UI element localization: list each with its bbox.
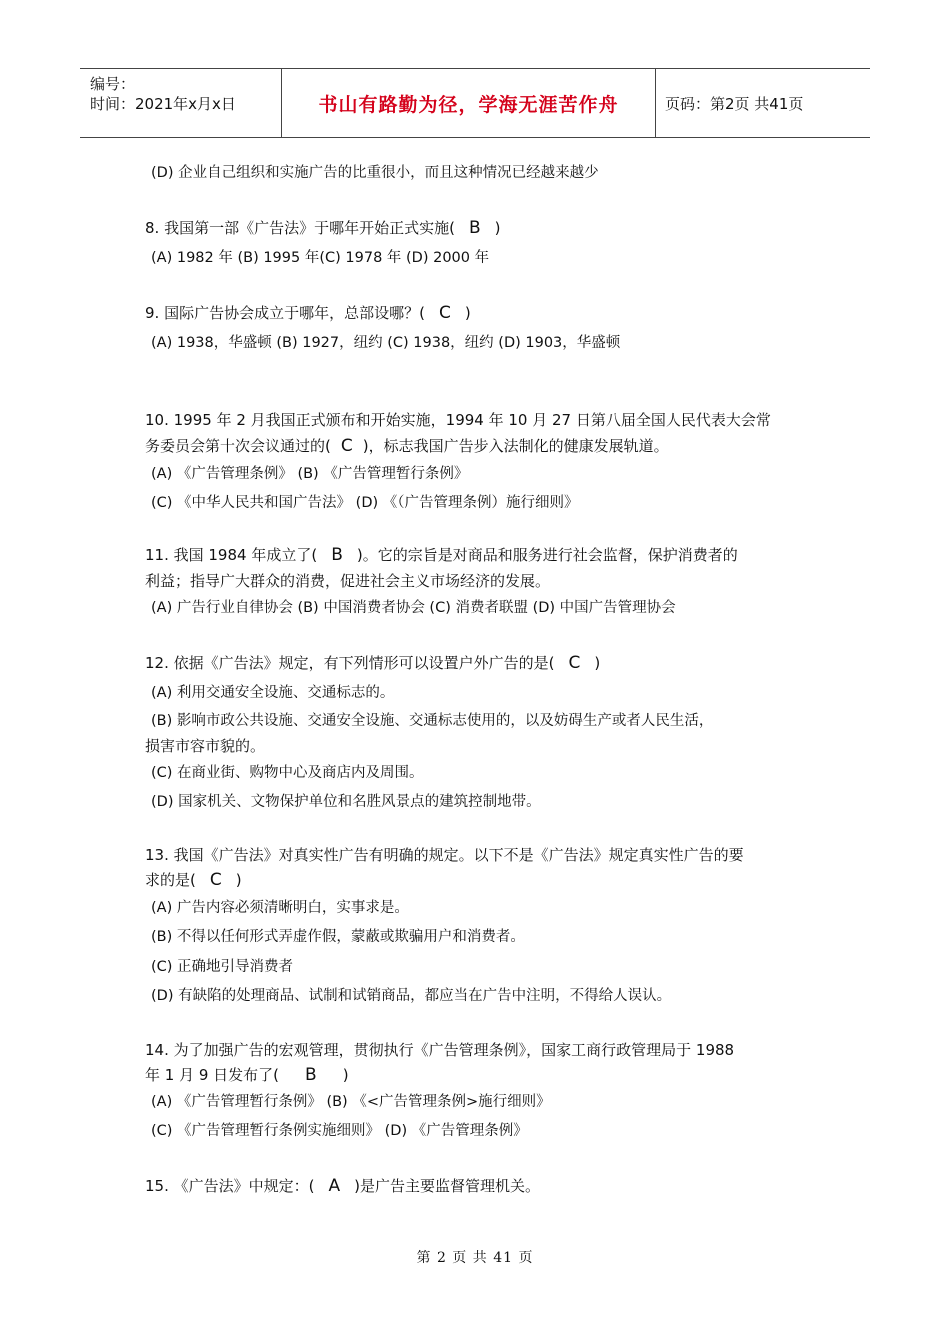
question-11-line-2: 利益；指导广大群众的消费，促进社会主义市场经济的发展。 <box>145 572 551 590</box>
question-10-options-1: (A) 《广告管理条例》 (B) 《广告管理暂行条例》 <box>151 466 469 482</box>
answer-mark: B <box>331 545 343 565</box>
question-13-option-b: (B) 不得以任何形式弄虚作假，蒙蔽或欺骗用户和消费者。 <box>151 929 525 945</box>
page-header <box>80 68 870 138</box>
answer-mark: A <box>328 1176 341 1196</box>
question-text-end: ) <box>235 871 242 889</box>
question-8-options: (A) 1982 年 (B) 1995 年(C) 1978 年 (D) 2000 年 <box>151 250 490 266</box>
header-motto-cell <box>281 69 656 137</box>
question-15 <box>145 1176 540 1196</box>
answer-mark: C <box>438 303 451 323</box>
question-text: 12. 依据《广告法》规定，有下列情形可以设置户外广告的是( <box>145 654 555 672</box>
answer-mark: C <box>209 870 222 890</box>
question-text-end: ) <box>494 219 501 237</box>
page-footer: 第 2 页 共 41 页 <box>416 1250 534 1266</box>
question-text: 8. 我国第一部《广告法》于哪年开始正式实施( <box>145 219 455 237</box>
question-13-option-a: (A) 广告内容必须清晰明白，实事求是。 <box>151 900 409 916</box>
question-11-line-1 <box>145 545 738 565</box>
motto: 书山有路勤为径，学海无涯苦作舟 <box>318 93 619 116</box>
question-12-option-a: (A) 利用交通安全设施、交通标志的。 <box>151 685 395 701</box>
header-page-cell <box>655 69 870 137</box>
page-info: 页码：第2页 共41页 <box>665 94 804 113</box>
question-12-option-d: (D) 国家机关、文物保护单位和名胜风景点的建筑控制地带。 <box>151 794 541 810</box>
question-text-end: ) <box>342 1066 349 1084</box>
question-text-end: ) <box>464 304 471 322</box>
code-label: 编号： <box>90 75 136 93</box>
question-13-line-2 <box>145 870 242 890</box>
option-line: (D) 企业自己组织和实施广告的比重很小，而且这种情况已经越来越少 <box>151 165 599 181</box>
question-8 <box>145 218 500 238</box>
question-14-line-2 <box>145 1065 349 1085</box>
answer-mark: B <box>468 218 481 238</box>
question-text: 年 1 月 9 日发布了( <box>145 1066 280 1084</box>
question-11-options: (A) 广告行业自律协会 (B) 中国消费者协会 (C) 消费者联盟 (D) 中国广告管理协会 <box>151 600 676 616</box>
question-14-options-1: (A) 《广告管理暂行条例》 (B) 《<广告管理条例>施行细则》 <box>151 1094 551 1110</box>
question-12-option-c: (C) 在商业街、购物中心及商店内及周围。 <box>151 765 424 781</box>
question-9 <box>145 303 471 323</box>
answer-mark: C <box>568 653 581 673</box>
question-13-option-c: (C) 正确地引导消费者 <box>151 959 294 975</box>
question-text-end: ) <box>594 654 601 672</box>
question-text: 11. 我国 1984 年成立了( <box>145 546 318 564</box>
question-10-options-2: (C) 《中华人民共和国广告法》 (D) 《（广告管理条例）施行细则》 <box>151 495 579 511</box>
question-text: 9. 国际广告协会成立于哪年，总部设哪？( <box>145 304 425 322</box>
date-label: 时间：2021年x月x日 <box>90 95 236 113</box>
question-12-option-b-cont: 损害市容市貌的。 <box>145 737 266 755</box>
question-10-line-1: 10. 1995 年 2 月我国正式颁布和开始实施，1994 年 10 月 27 日第八届全国人民代表大会常 <box>145 411 771 429</box>
question-text: 求的是( <box>145 871 196 889</box>
question-12-option-b: (B) 影响市政公共设施、交通安全设施、交通标志使用的，以及妨碍生产或者人民生活， <box>151 713 714 729</box>
answer-mark: B <box>305 1065 317 1085</box>
question-13-line-1: 13. 我国《广告法》对真实性广告有明确的规定。以下不是《广告法》规定真实性广告的要 <box>145 846 744 864</box>
question-14-options-2: (C) 《广告管理暂行条例实施细则》 (D) 《广告管理条例》 <box>151 1123 528 1139</box>
question-12 <box>145 653 600 673</box>
question-9-options: (A) 1938，华盛顿 (B) 1927，纽约 (C) 1938，纽约 (D) 1903，华盛顿 <box>151 335 621 351</box>
question-text-end: )是广告主要监督管理机关。 <box>354 1177 540 1195</box>
question-text: 15. 《广告法》中规定：( <box>145 1177 315 1195</box>
question-text-end: )，标志我国广告步入法制化的健康发展轨道。 <box>362 437 669 455</box>
question-text: 务委员会第十次会议通过的( <box>145 437 331 455</box>
header-meta <box>80 69 280 137</box>
question-text-end: )。它的宗旨是对商品和服务进行社会监督，保护消费者的 <box>356 546 738 564</box>
question-13-option-d: (D) 有缺陷的处理商品、试制和试销商品，都应当在广告中注明，不得给人误认。 <box>151 988 672 1004</box>
answer-mark: C <box>340 436 353 456</box>
question-14-line-1: 14. 为了加强广告的宏观管理，贯彻执行《广告管理条例》，国家工商行政管理局于 1988 <box>145 1041 735 1059</box>
question-10-line-2 <box>145 436 669 456</box>
